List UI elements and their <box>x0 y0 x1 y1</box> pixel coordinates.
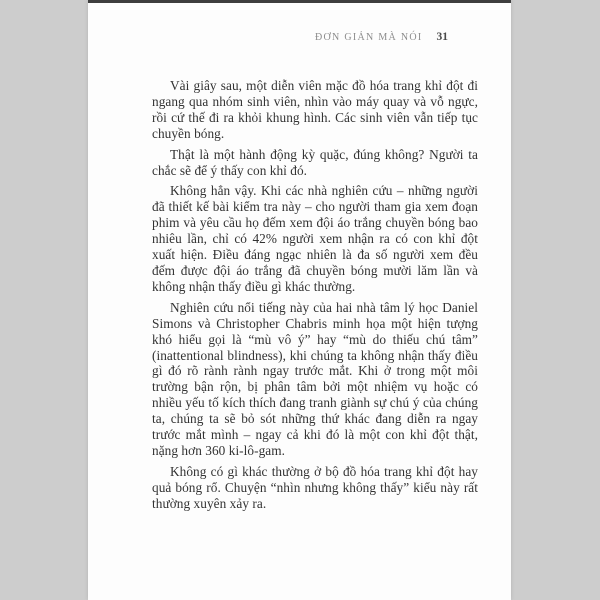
page-text-block <box>152 78 478 517</box>
page-number: 31 <box>436 31 448 43</box>
page-top-edge <box>88 0 511 3</box>
paragraph: Không hẳn vậy. Khi các nhà nghiên cứu – những người đã thiết kế bài kiểm tra này – cho người tham gia xem đoạn phim và yêu cầu họ đếm xem đội áo trắng chuyền bóng bao nhiêu lần, chỉ có 42% người xem nhận ra có con khỉ đột xuất hiện. Điều đáng ngạc nhiên là đa số người xem đều đếm được đội áo trắng đã chuyền bóng mười lăm lần và không nhận thấy điều gì khác thường. <box>152 183 478 294</box>
running-header <box>315 31 448 43</box>
running-header-title: ĐƠN GIẢN MÀ NÓI <box>314 32 423 43</box>
paragraph: Thật là một hành động kỳ quặc, đúng không? Người ta chắc sẽ để ý thấy con khỉ đó. <box>152 146 478 178</box>
book-page <box>88 0 511 600</box>
paragraph: Nghiên cứu nổi tiếng này của hai nhà tâm lý học Daniel Simons và Christopher Chabris minh họa một hiện tượng khó hiểu gọi là “mù vô ý” hay “mù do thiếu chú tâm” (inattentional blindness), khi chúng ta không nhận thấy điều gì đó rõ rành rành ngay trước mắt. Khi ở trong một môi trường bận rộn, bị phân tâm bởi một nhiệm vụ hoặc có nhiều yếu tố kích thích đang tranh giành sự chú ý của chúng ta, chúng ta sẽ bỏ sót những thứ khác đang diễn ra ngay trước mắt mình – ngay cả khi đó là một con khỉ đột thật, nặng hơn 360 ki-lô-gam. <box>152 299 478 458</box>
paragraph: Vài giây sau, một diễn viên mặc đồ hóa trang khỉ đột đi ngang qua nhóm sinh viên, nhìn vào máy quay và vỗ ngực, rồi cứ thế đi ra khỏi khung hình. Các sinh viên vẫn tiếp tục chuyền bóng. <box>152 78 478 141</box>
paragraph: Không có gì khác thường ở bộ đồ hóa trang khỉ đột hay quả bóng rổ. Chuyện “nhìn nhưng không thấy” kiểu này rất thường xuyên xảy ra. <box>152 463 478 511</box>
